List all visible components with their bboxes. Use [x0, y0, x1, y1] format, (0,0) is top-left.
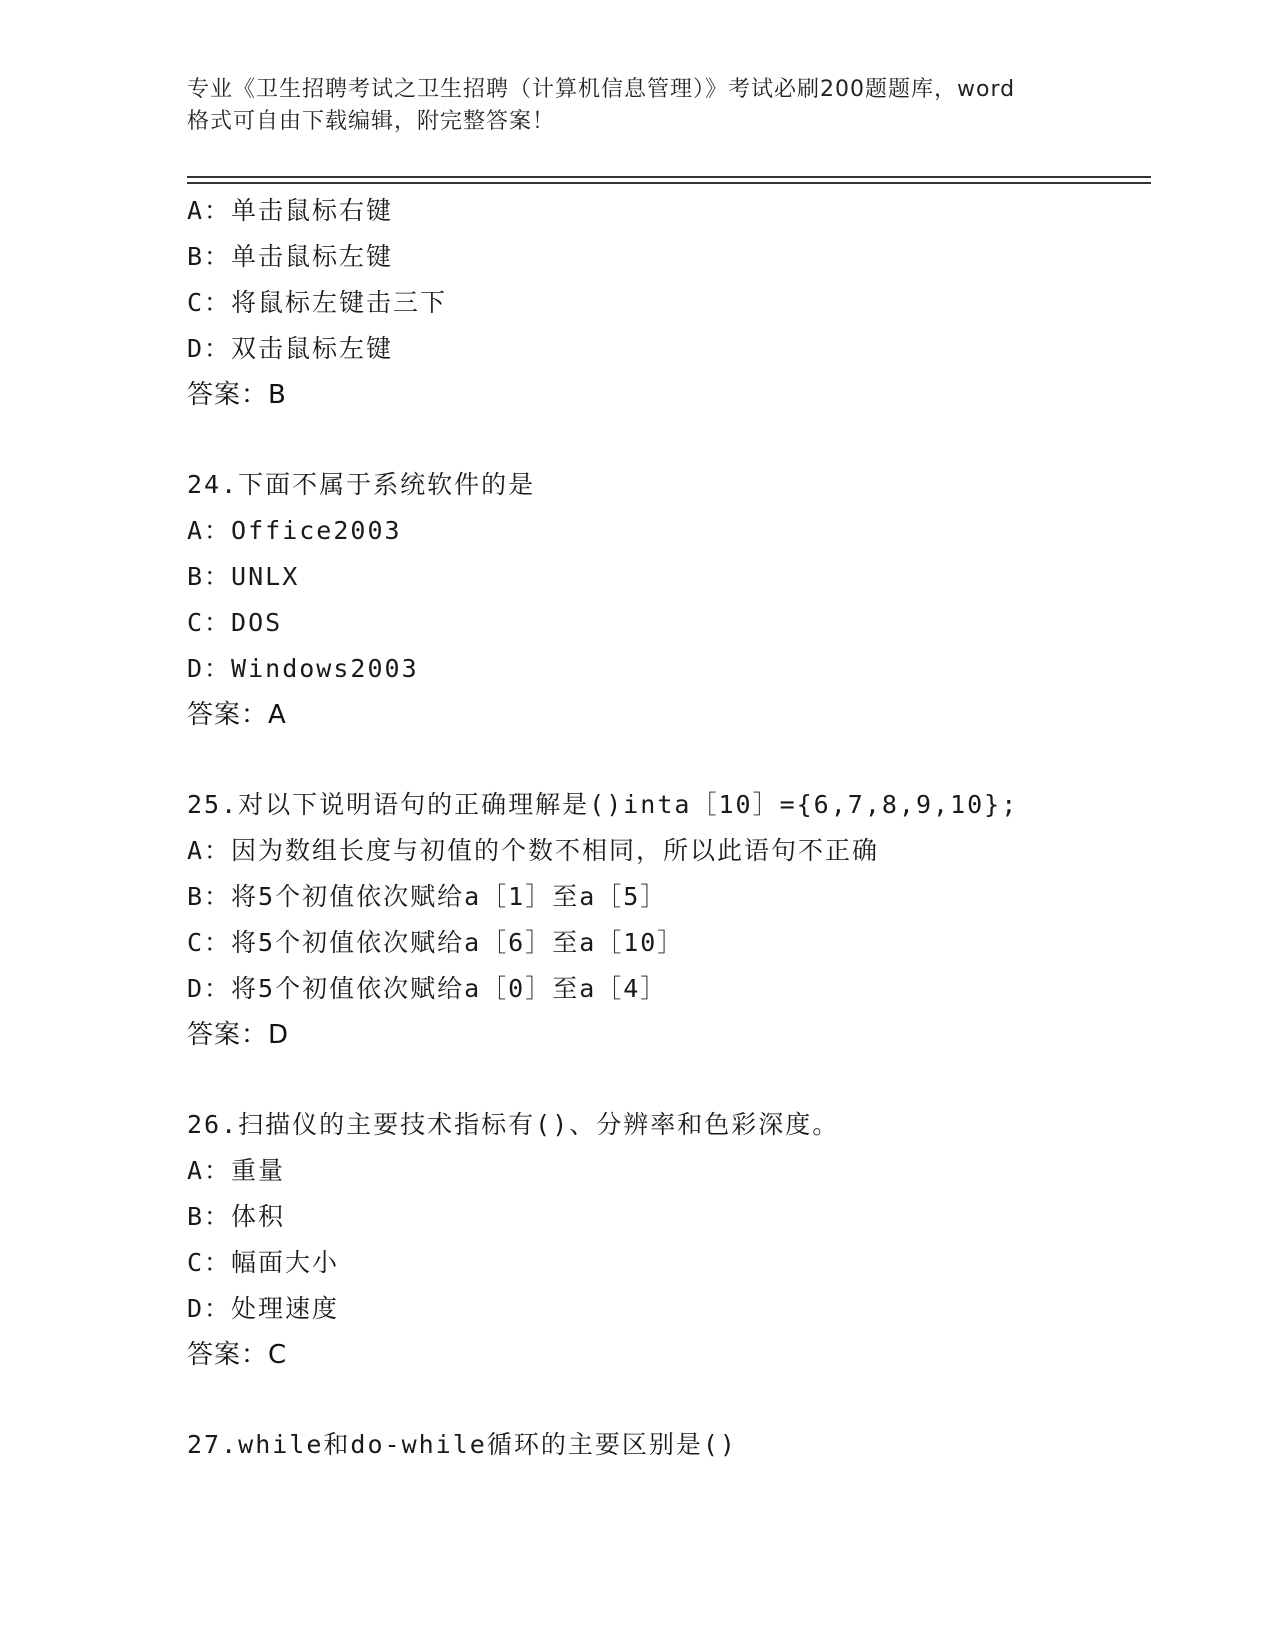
- option-d: D：Windows2003: [187, 654, 419, 683]
- answer-line: 答案：A: [187, 700, 287, 730]
- option-b: B：将5个初值依次赋给a［1］至a［5］: [187, 882, 668, 911]
- question-text: 24.下面不属于系统软件的是: [187, 470, 536, 499]
- question-23-block: [187, 188, 1147, 418]
- question-27-block: [187, 1422, 1147, 1468]
- question-text: 27.while和do-while循环的主要区别是(): [187, 1430, 737, 1459]
- spacer: [187, 1378, 1147, 1422]
- option-c: C：将5个初值依次赋给a［6］至a［10］: [187, 928, 685, 957]
- option-c: C：幅面大小: [187, 1248, 340, 1277]
- header-line-2: 格式可自由下载编辑，附完整答案！: [187, 109, 556, 134]
- option-a: A：Office2003: [187, 516, 402, 545]
- option-b: B：单击鼠标左键: [187, 242, 394, 271]
- question-list: [187, 188, 1147, 1468]
- document-header: [187, 74, 1087, 138]
- question-25-block: [187, 782, 1147, 1058]
- answer-line: 答案：C: [187, 1340, 288, 1370]
- option-a: A：单击鼠标右键: [187, 196, 394, 225]
- spacer: [187, 1058, 1147, 1102]
- question-text: 26.扫描仪的主要技术指标有()、分辨率和色彩深度。: [187, 1110, 840, 1139]
- question-24-block: [187, 462, 1147, 738]
- option-a: A：重量: [187, 1156, 286, 1185]
- option-d: D：将5个初值依次赋给a［0］至a［4］: [187, 974, 668, 1003]
- question-text: 25.对以下说明语句的正确理解是()inta［10］={6,7,8,9,10};: [187, 790, 1019, 819]
- option-b: B：体积: [187, 1202, 286, 1231]
- header-divider-bottom: [187, 182, 1151, 184]
- question-26-block: [187, 1102, 1147, 1378]
- spacer: [187, 418, 1147, 462]
- spacer: [187, 738, 1147, 782]
- answer-line: 答案：B: [187, 380, 287, 410]
- header-line-1: 专业《卫生招聘考试之卫生招聘（计算机信息管理）》考试必刷200题题库，word: [187, 77, 1016, 102]
- option-a: A：因为数组长度与初值的个数不相同，所以此语句不正确: [187, 836, 880, 865]
- option-d: D：双击鼠标左键: [187, 334, 394, 363]
- option-c: C：将鼠标左键击三下: [187, 288, 448, 317]
- option-b: B：UNLX: [187, 562, 300, 591]
- header-divider-top: [187, 176, 1151, 178]
- option-d: D：处理速度: [187, 1294, 340, 1323]
- answer-line: 答案：D: [187, 1020, 290, 1050]
- option-c: C：DOS: [187, 608, 283, 637]
